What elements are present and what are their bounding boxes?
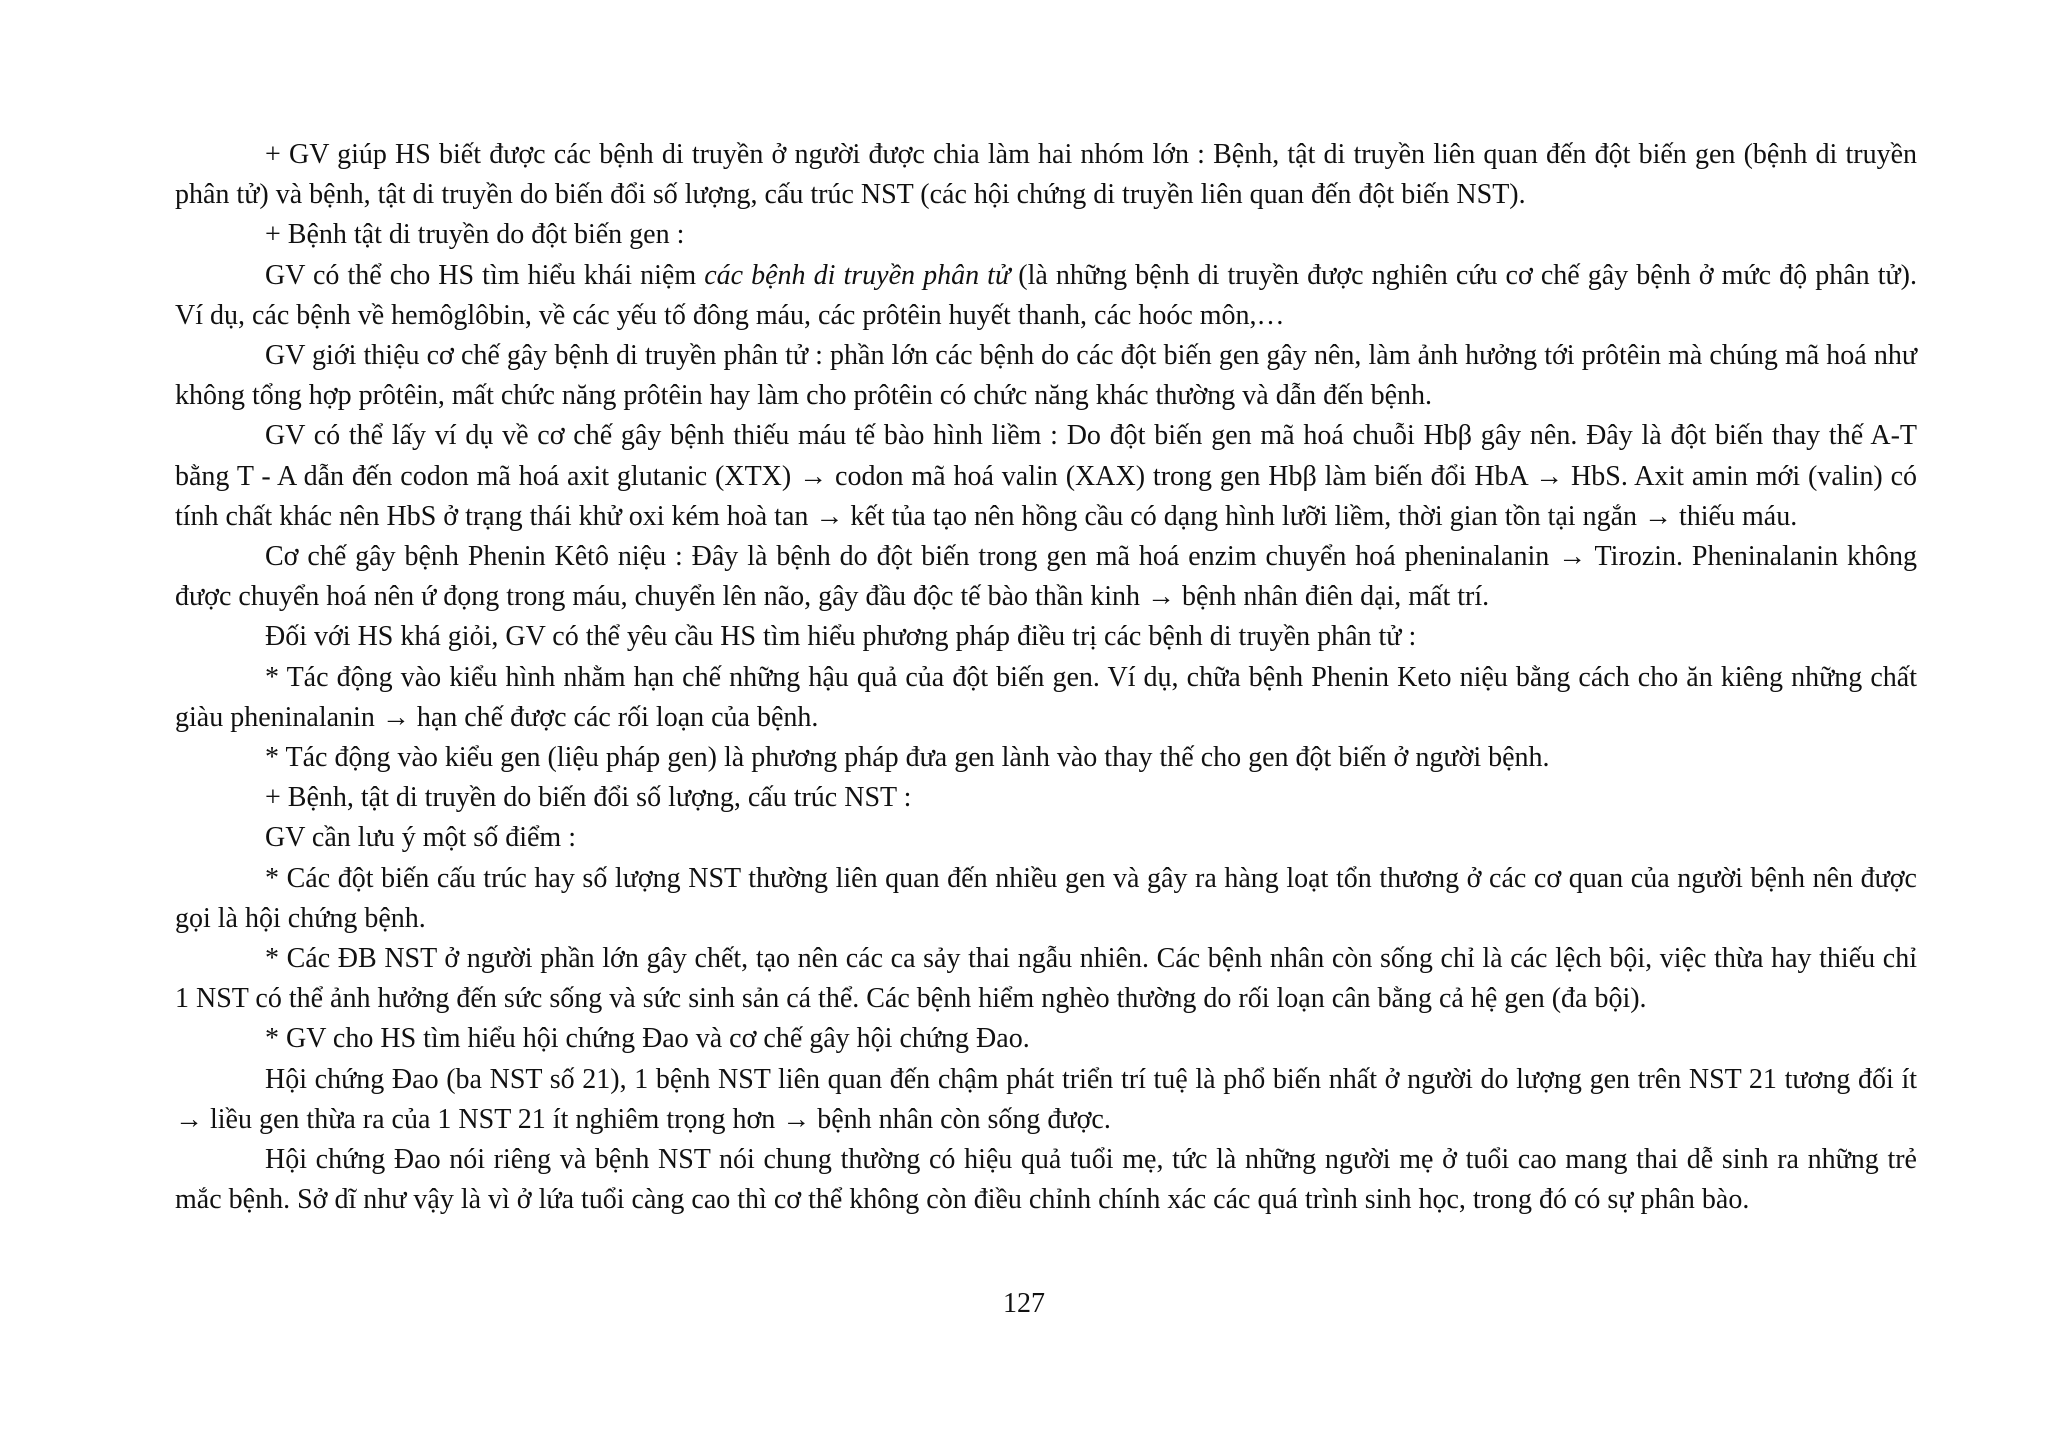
page-number: 127 — [1003, 1288, 1045, 1319]
paragraph-gene-mutation-heading: + Bệnh tật di truyền do đột biến gen : — [265, 219, 685, 251]
paragraph-text: (là những bệnh di truyền được nghiên cứu cơ chế gây bệnh ở mức độ phân tử). Ví dụ, các bệnh về hemôglôbin, về các yếu tố đông máu, các prôtêin huyết thanh, các hoóc môn,… — [175, 259, 1917, 331]
paragraph-down-task: * GV cho HS tìm hiểu hội chứng Đao và cơ chế gây hội chứng Đao. — [265, 1023, 1030, 1055]
paragraph-gene-therapy: * Tác động vào kiểu gen (liệu pháp gen) là phương pháp đưa gen lành vào thay thế cho gen đột biến ở người bệnh. — [265, 742, 1550, 774]
paragraph-molecular-concept — [175, 256, 1917, 336]
paragraph-syndrome-note: * Các đột biến cấu trúc hay số lượng NST thường liên quan đến nhiều gen và gây ra hàng loạt tổn thương ở các cơ quan của người bệnh nên được gọi là hội chứng bệnh. — [175, 862, 1917, 934]
paragraph-maternal-age: Hội chứng Đao nói riêng và bệnh NST nói chung thường có hiệu quả tuổi mẹ, tức là những người mẹ ở tuổi cao mang thai dễ sinh ra những trẻ mắc bệnh. Sở dĩ như vậy là vì ở lứa tuổi càng cao thì cơ thể không còn điều chỉnh chính xác các quá trình sinh học, trong đó có sự phân bào. — [175, 1144, 1917, 1216]
paragraph-text: GV có thể cho HS tìm hiểu khái niệm — [265, 259, 705, 291]
paragraph-down-description: Hội chứng Đao (ba NST số 21), 1 bệnh NST liên quan đến chậm phát triển trí tuệ là phổ biến nhất ở người do lượng gen trên NST 21 tương đối ít → liều gen thừa ra của 1 NST 21 ít nghiêm trọng hơn → bệnh nhân còn sống được. — [175, 1063, 1917, 1135]
paragraph-sickle-cell: GV có thể lấy ví dụ về cơ chế gây bệnh thiếu máu tế bào hình liềm : Do đột biến gen mã hoá chuỗi Hbβ gây nên. Đây là đột biến thay thế A-T bằng T - A dẫn đến codon mã hoá axit glutanic (XTX) → codon mã hoá valin (XAX) trong gen Hbβ làm biến đổi HbA → HbS. Axit amin mới (valin) có tính chất khác nên HbS ở trạng thái khử oxi kém hoà tan → kết tủa tạo nên hồng cầu có dạng hình lưỡi liềm, thời gian tồn tại ngắn → thiếu máu. — [175, 420, 1917, 532]
paragraph-molecular-mechanism: GV giới thiệu cơ chế gây bệnh di truyền phân tử : phần lớn các bệnh do các đột biến gen gây nên, làm ảnh hưởng tới prôtêin mà chúng mã hoá như không tổng hợp prôtêin, mất chức năng prôtêin hay làm cho prôtêin có chức năng khác thường và dẫn đến bệnh. — [175, 340, 1917, 412]
paragraph-chromosome-heading: + Bệnh, tật di truyền do biến đổi số lượng, cấu trúc NST : — [265, 782, 912, 814]
italic-term: các bệnh di truyền phân tử — [704, 259, 1011, 291]
paragraph-phenotype-treatment: * Tác động vào kiểu hình nhằm hạn chế những hậu quả của đột biến gen. Ví dụ, chữa bệnh Phenin Keto niệu bằng cách cho ăn kiêng những chất giàu pheninalanin → hạn chế được các rối loạn của bệnh. — [175, 661, 1917, 733]
paragraph-disease-groups: + GV giúp HS biết được các bệnh di truyền ở người được chia làm hai nhóm lớn : Bệnh, tật di truyền liên quan đến đột biến gen (bệnh di truyền phân tử) và bệnh, tật di truyền do biến đổi số lượng, cấu trúc NST (các hội chứng di truyền liên quan đến đột biến NST). — [175, 139, 1917, 211]
document-body — [175, 135, 1917, 1220]
paragraph-treatment-intro: Đối với HS khá giỏi, GV có thể yêu cầu HS tìm hiểu phương pháp điều trị các bệnh di truyền phân tử : — [265, 621, 1417, 653]
paragraph-notes-intro: GV cần lưu ý một số điểm : — [265, 822, 576, 854]
paragraph-lethal-note: * Các ĐB NST ở người phần lớn gây chết, tạo nên các ca sảy thai ngẫu nhiên. Các bệnh nhân còn sống chỉ là các lệch bội, việc thừa hay thiếu chỉ 1 NST có thể ảnh hưởng đến sức sống và sức sinh sản cá thể. Các bệnh hiểm nghèo thường do rối loạn cân bằng cả hệ gen (đa bội). — [175, 943, 1917, 1015]
paragraph-phenylketonuria: Cơ chế gây bệnh Phenin Kêtô niệu : Đây là bệnh do đột biến trong gen mã hoá enzim chuyển hoá pheninalanin → Tirozin. Pheninalanin không được chuyển hoá nên ứ đọng trong máu, chuyển lên não, gây đầu độc tế bào thần kinh → bệnh nhân điên dại, mất trí. — [175, 541, 1917, 613]
